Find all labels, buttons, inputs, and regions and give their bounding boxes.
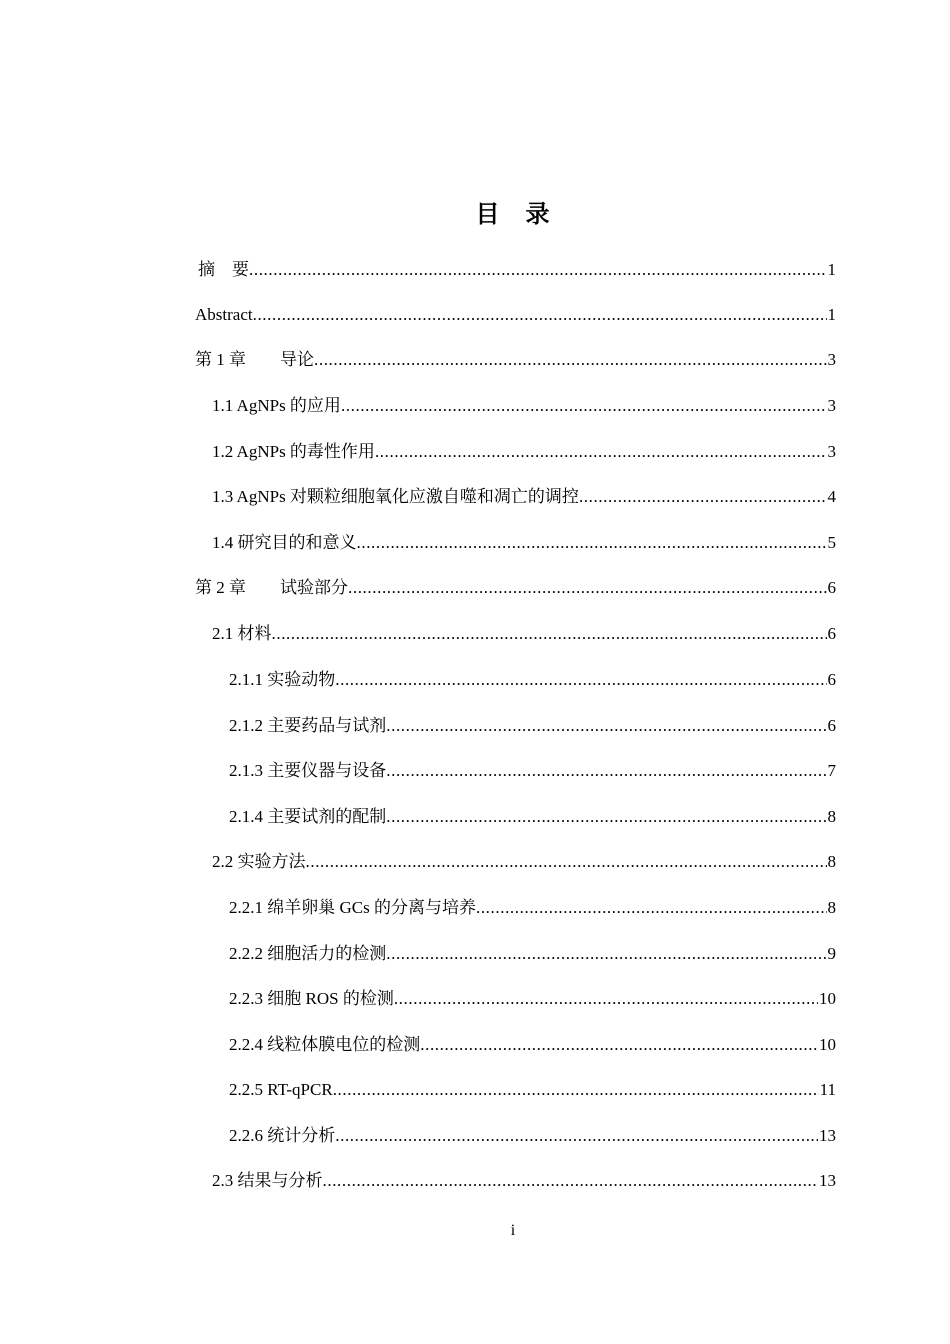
toc-entry-1-3[interactable] xyxy=(212,485,836,509)
toc-entry-label: 摘 要 xyxy=(198,260,249,279)
toc-leader-dots xyxy=(579,485,827,509)
toc-entry-label: 2.2.4 线粒体膜电位的检测 xyxy=(229,1035,421,1054)
toc-leader-dots xyxy=(357,531,827,555)
toc-entry-page: 13 xyxy=(819,1126,836,1145)
toc-entry-label: 1.1 AgNPs 的应用 xyxy=(212,396,341,415)
toc-leader-dots xyxy=(306,850,827,874)
toc-entry-label: Abstract xyxy=(195,305,253,324)
toc-entry-label: 1.2 AgNPs 的毒性作用 xyxy=(212,442,375,461)
toc-entry-label: 第 1 章 导论 xyxy=(195,350,314,369)
toc-entry-2-2-5[interactable] xyxy=(229,1078,836,1102)
toc-entry-page: 1 xyxy=(827,260,836,279)
toc-entry-label: 2.1.4 主要试剂的配制 xyxy=(229,807,387,826)
toc-entry-page: 10 xyxy=(819,1035,836,1054)
toc-leader-dots xyxy=(335,668,826,692)
toc-leader-dots xyxy=(386,942,826,966)
toc-entry-abstract-cn[interactable] xyxy=(195,258,836,282)
toc-entry-abstract-en[interactable] xyxy=(195,303,836,327)
toc-entry-page: 6 xyxy=(827,716,836,735)
toc-entry-page: 9 xyxy=(827,944,836,963)
toc-entry-2-2-4[interactable] xyxy=(229,1033,836,1057)
toc-entry-page: 10 xyxy=(819,989,836,1008)
toc-entry-label: 1.3 AgNPs 对颗粒细胞氧化应激自噬和凋亡的调控 xyxy=(212,487,579,506)
toc-entry-2-2-3[interactable] xyxy=(229,987,836,1011)
toc-title: 目 录 xyxy=(475,200,551,228)
toc-entry-page: 11 xyxy=(819,1080,836,1099)
toc-leader-dots xyxy=(314,348,827,372)
toc-entry-page: 5 xyxy=(827,533,836,552)
toc-entry-2-2-1[interactable] xyxy=(229,896,836,920)
toc-leader-dots xyxy=(394,987,818,1011)
toc-leader-dots xyxy=(375,440,827,464)
toc-entry-label: 第 2 章 试验部分 xyxy=(195,578,348,597)
toc-entry-2-2-6[interactable] xyxy=(229,1124,836,1148)
toc-entry-page: 6 xyxy=(827,578,836,597)
toc-entry-page: 1 xyxy=(827,305,836,324)
toc-entry-page: 7 xyxy=(827,761,836,780)
toc-entry-page: 6 xyxy=(827,624,836,643)
toc-entry-label: 2.2.6 统计分析 xyxy=(229,1126,336,1145)
toc-leader-dots xyxy=(341,394,827,418)
toc-entry-page: 8 xyxy=(827,898,836,917)
toc-entry-label: 2.2.3 细胞 ROS 的检测 xyxy=(229,989,394,1008)
toc-entry-label: 2.3 结果与分析 xyxy=(212,1171,323,1190)
toc-leader-dots xyxy=(249,258,827,282)
toc-leader-dots xyxy=(386,805,826,829)
toc-entry-label: 2.1.1 实验动物 xyxy=(229,670,336,689)
toc-leader-dots xyxy=(348,576,827,600)
toc-entry-2-3[interactable] xyxy=(212,1169,836,1193)
toc-entry-label: 2.2 实验方法 xyxy=(212,852,306,871)
toc-entry-chapter-2[interactable] xyxy=(195,576,836,600)
toc-entry-1-1[interactable] xyxy=(212,394,836,418)
toc-leader-dots xyxy=(386,714,826,738)
toc-entry-2-1-3[interactable] xyxy=(229,759,836,783)
toc-entry-page: 3 xyxy=(827,442,836,461)
toc-entry-page: 13 xyxy=(819,1171,836,1190)
toc-entry-page: 3 xyxy=(827,396,836,415)
toc-leader-dots xyxy=(420,1033,818,1057)
toc-entry-2-2[interactable] xyxy=(212,850,836,874)
toc-leader-dots xyxy=(335,1124,818,1148)
toc-entry-2-1-1[interactable] xyxy=(229,668,836,692)
toc-leader-dots xyxy=(253,303,827,327)
toc-entry-label: 2.2.1 绵羊卵巢 GCs 的分离与培养 xyxy=(229,898,476,917)
toc-entry-page: 8 xyxy=(827,807,836,826)
toc-entry-2-1[interactable] xyxy=(212,622,836,646)
toc-leader-dots xyxy=(333,1078,819,1102)
toc-leader-dots xyxy=(323,1169,819,1193)
toc-entry-label: 2.1.2 主要药品与试剂 xyxy=(229,716,387,735)
toc-leader-dots xyxy=(476,896,827,920)
toc-leader-dots xyxy=(272,622,827,646)
toc-entry-page: 3 xyxy=(827,350,836,369)
toc-entry-page: 4 xyxy=(827,487,836,506)
toc-entry-label: 2.1.3 主要仪器与设备 xyxy=(229,761,387,780)
toc-entry-2-1-4[interactable] xyxy=(229,805,836,829)
toc-entry-2-1-2[interactable] xyxy=(229,714,836,738)
toc-entry-label: 2.2.5 RT-qPCR xyxy=(229,1080,333,1099)
toc-entry-1-2[interactable] xyxy=(212,440,836,464)
toc-entry-chapter-1[interactable] xyxy=(195,348,836,372)
toc-leader-dots xyxy=(386,759,826,783)
toc-entry-label: 2.1 材料 xyxy=(212,624,272,643)
toc-entry-page: 6 xyxy=(827,670,836,689)
toc-entry-page: 8 xyxy=(827,852,836,871)
toc-entry-2-2-2[interactable] xyxy=(229,942,836,966)
toc-entry-label: 2.2.2 细胞活力的检测 xyxy=(229,944,387,963)
toc-entry-1-4[interactable] xyxy=(212,531,836,555)
toc-entry-label: 1.4 研究目的和意义 xyxy=(212,533,357,552)
page-number: i xyxy=(510,1222,516,1239)
